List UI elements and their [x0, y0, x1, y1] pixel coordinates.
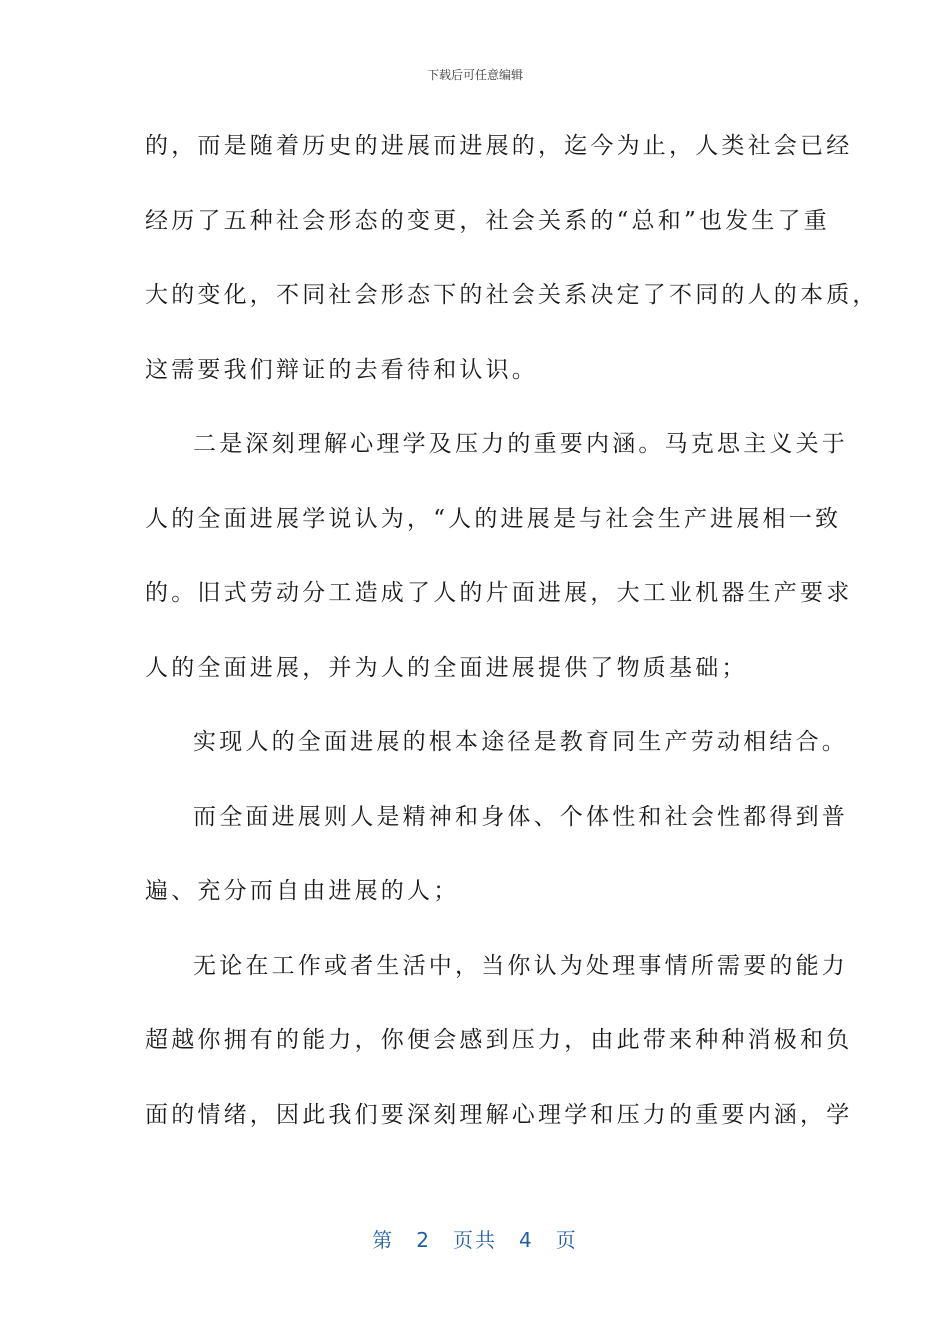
text-line: 超越你拥有的能力，你便会感到压力，由此带来种种消极和负 — [145, 1027, 853, 1053]
current-page-number: 2 — [416, 1228, 431, 1252]
footer-prefix: 第 — [372, 1228, 395, 1252]
paragraph-start-line: 无论在工作或者生活中，当你认为处理事情所需要的能力 — [193, 952, 848, 979]
text-line: 人的全面进展，并为人的全面进展提供了物质基础； — [145, 654, 748, 681]
text-line: 这需要我们辩证的去看待和认识。 — [145, 356, 538, 383]
footer-middle: 页共 — [453, 1228, 497, 1252]
paragraph-start-line: 而全面进展则人是精神和身体、个体性和社会性都得到普 — [193, 803, 848, 830]
text-line: 的。旧式劳动分工造成了人的片面进展，大工业机器生产要求 — [145, 580, 853, 606]
page-footer — [0, 1224, 950, 1253]
text-line: 经历了五种社会形态的变更，社会关系的“总和”也发生了重 — [145, 207, 830, 234]
total-pages-number: 4 — [519, 1228, 534, 1252]
paragraph-start-line: 实现人的全面进展的根本途径是教育同生产劳动相结合。 — [193, 729, 848, 755]
page-header: 下载后可任意编辑 — [426, 68, 523, 82]
text-line: 人的全面进展学说认为，“人的进展是与社会生产进展相一致 — [145, 505, 842, 532]
document-body — [145, 121, 879, 1164]
text-line: 遍、充分而自由进展的人； — [145, 878, 460, 904]
text-line: 大的变化，不同社会形态下的社会关系决定了不同的人的本质， — [145, 282, 879, 308]
text-line: 面的情绪，因此我们要深刻理解心理学和压力的重要内涵，学 — [145, 1101, 853, 1128]
text-line: 的，而是随着历史的进展而进展的，迄今为止，人类社会已经 — [145, 133, 853, 159]
paragraph-start-line: 二是深刻理解心理学及压力的重要内涵。马克思主义关于 — [193, 431, 848, 457]
footer-suffix: 页 — [555, 1228, 578, 1252]
